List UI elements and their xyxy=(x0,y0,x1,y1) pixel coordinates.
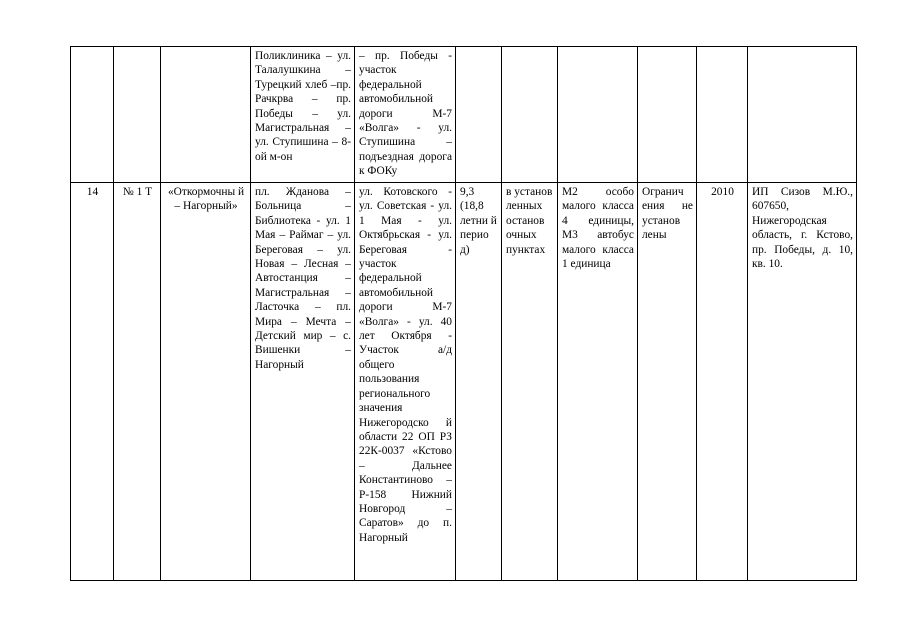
table-row xyxy=(71,47,857,183)
cell-streets: ул. Котовского - ул. Советская - ул. 1 Мая - ул. Октябрьская - ул. Береговая - участок федеральной автомобильной дороги М-7 «Волга» - ул. 40 лет Октября - Участок а/д общего пользования регионального значения Нижегородско й области 22 ОП РЗ 22К-0037 «Кстово – Дальнее Константиново – Р-158 Нижний Новгород – Саратов» до п. Нагорный xyxy=(355,183,456,581)
cell-year xyxy=(697,47,748,183)
cell-length: 9,3 (18,8 летни й перио д) xyxy=(456,183,502,581)
cell-vehicles: М2 особо малого класса 4 единицы, М3 автобус малого класса 1 единица xyxy=(558,183,638,581)
cell-carrier xyxy=(748,47,857,183)
cell-route-name: «Откормочны й – Нагорный» xyxy=(161,183,251,581)
cell-stops: Поликлиника – ул. Талалушкина – Турецкий хлеб –пр. Рачкрва – пр. Победы – ул. Магистральная – ул. Ступишина – 8-ой м-он xyxy=(251,47,355,183)
cell-vehicles xyxy=(558,47,638,183)
cell-restrictions xyxy=(638,47,697,183)
cell-streets: – пр. Победы - участок федеральной автомобильной дороги М-7 «Волга» - ул. Ступишина – подъездная дорога к ФОКу xyxy=(355,47,456,183)
routes-table xyxy=(70,46,857,581)
table-row xyxy=(71,183,857,581)
cell-year: 2010 xyxy=(697,183,748,581)
cell-route-number xyxy=(114,47,161,183)
cell-route-name xyxy=(161,47,251,183)
cell-restrictions: Огранич ения не установ лены xyxy=(638,183,697,581)
cell-number: 14 xyxy=(71,183,114,581)
cell-length xyxy=(456,47,502,183)
cell-number xyxy=(71,47,114,183)
cell-stops: пл. Жданова – Больница – Библиотека - ул. 1 Мая – Раймаг – ул. Береговая – ул. Новая – Лесная – Автостанция – Магистральная – Ласточка – пл. Мира – Мечта – Детский мир – с. Вишенки – Нагорный xyxy=(251,183,355,581)
cell-route-number: № 1 Т xyxy=(114,183,161,581)
cell-stop-mode: в установ ленных останов очных пунктах xyxy=(502,183,558,581)
cell-stop-mode xyxy=(502,47,558,183)
cell-carrier: ИП Сизов М.Ю., 607650, Нижегородская область, г. Кстово, пр. Победы, д. 10, кв. 10. xyxy=(748,183,857,581)
